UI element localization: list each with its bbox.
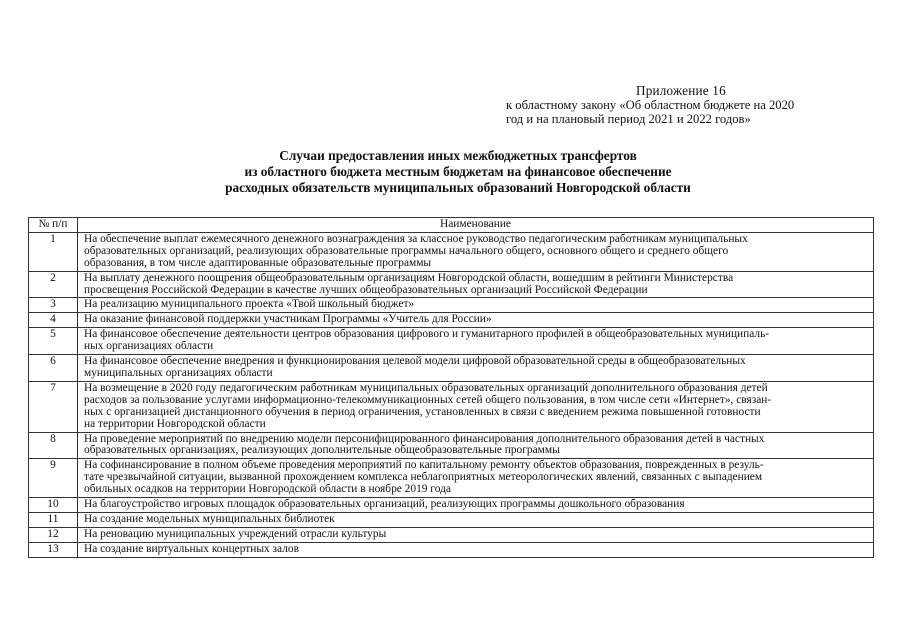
row-name-line: На обеспечение выплат ежемесячного денежного вознаграждения за классное руководство педагогическим работникам муниципальных	[84, 232, 748, 245]
appendix-law-line-2: год и на плановый период 2021 и 2022 годов»	[506, 112, 751, 126]
row-number: 1	[29, 232, 78, 271]
table-row	[29, 232, 874, 271]
row-name-line: образовательных организациях, реализующих дополнительные общеобразовательные программы	[84, 444, 560, 457]
row-name	[78, 527, 874, 542]
appendix-header	[506, 84, 878, 126]
row-name-line: На выплату денежного поощрения общеобразовательным организациям Новгородской области, вошедшим в рейтинги Министерства	[84, 271, 734, 284]
document-title	[40, 148, 876, 196]
table-row	[29, 355, 874, 382]
appendix-title: Приложение 16	[636, 83, 726, 98]
row-name	[78, 355, 874, 382]
row-name-line: образования, в том числе адаптированные образовательные программы	[84, 256, 432, 269]
row-name	[78, 328, 874, 355]
row-number: 6	[29, 355, 78, 382]
row-number: 3	[29, 298, 78, 313]
row-number: 8	[29, 432, 78, 459]
table-row	[29, 527, 874, 542]
row-name-line: На финансовое обеспечение внедрения и функционирования целевой модели цифровой образовательной среды в общеобразовательных	[84, 355, 746, 368]
table-row	[29, 512, 874, 527]
row-name-line: образовательных организаций, реализующих образовательные программы начального общего, основного общего и среднего общего	[84, 244, 729, 257]
appendix-law-line-1: к областному закону «Об областном бюджете на 2020	[506, 98, 795, 112]
column-header-name: Наименование	[78, 218, 874, 233]
table-row	[29, 381, 874, 432]
row-name	[78, 271, 874, 298]
row-name-line: На возмещение в 2020 году педагогическим работникам муниципальных образовательных организаций дополнительного образования детей	[84, 381, 768, 394]
table-body	[29, 232, 874, 557]
table-row	[29, 271, 874, 298]
row-number: 10	[29, 498, 78, 513]
row-name-line: обильных осадков на территории Новгородской области в ноябре 2019 года	[84, 483, 451, 496]
row-name-line: просвещения Российской Федерации в качестве лучших общеобразовательных организаций Российской Федерации	[84, 283, 648, 296]
row-name	[78, 498, 874, 513]
row-name-line: На финансовое обеспечение деятельности центров образования цифрового и гуманитарного профилей в общеобразовательных муниципаль-	[84, 328, 770, 341]
row-name-line: ных организациях области	[84, 340, 214, 353]
table-row	[29, 459, 874, 498]
row-name	[78, 542, 874, 557]
document-title-line-1: Случаи предоставления иных межбюджетных трансфертов	[279, 148, 637, 163]
row-name	[78, 432, 874, 459]
row-name-line: расходов за пользование услугами информационно-телекоммуникационных сетей общего пользования, в том числе сети «Интернет», связан-	[84, 393, 772, 406]
row-name-line: на территории Новгородской области	[84, 417, 266, 430]
row-name	[78, 232, 874, 271]
table-row	[29, 498, 874, 513]
table-row	[29, 432, 874, 459]
row-number: 2	[29, 271, 78, 298]
row-number: 7	[29, 381, 78, 432]
table-row	[29, 298, 874, 313]
row-number: 9	[29, 459, 78, 498]
row-name-line: На реновацию муниципальных учреждений отрасли культуры	[84, 527, 387, 540]
row-name-line: На софинансирование в полном объеме проведения мероприятий по капитальному ремонту объектов образования, поврежденных в резуль-	[84, 459, 764, 472]
row-name-line: На проведение мероприятий по внедрению модели персонифицированного финансирования дополнительного образования детей в частных	[84, 432, 765, 445]
row-name	[78, 512, 874, 527]
row-name-line: тате чрезвычайной ситуации, вызванной прохождением комплекса неблагоприятных метеорологических явлений, связанных с выпадением	[84, 471, 763, 484]
row-name-line: На создание модельных муниципальных библиотек	[84, 512, 335, 525]
row-name-line: муниципальных организациях области	[84, 366, 273, 379]
table-row	[29, 328, 874, 355]
column-header-number: № п/п	[29, 218, 78, 233]
row-number: 11	[29, 512, 78, 527]
row-name	[78, 313, 874, 328]
row-number: 5	[29, 328, 78, 355]
row-name	[78, 298, 874, 313]
row-name	[78, 459, 874, 498]
row-number: 12	[29, 527, 78, 542]
row-name-line: На оказание финансовой поддержки участникам Программы «Учитель для России»	[84, 313, 492, 326]
row-name-line: На реализацию муниципального проекта «Твой школьный бюджет»	[84, 298, 415, 311]
row-number: 4	[29, 313, 78, 328]
table-row	[29, 313, 874, 328]
row-name-line: ных с организацией дистанционного обучения в период ограничения, установленных в связи с введением режима повышенной готовности	[84, 405, 761, 418]
document-title-line-3: расходных обязательств муниципальных образований Новгородской области	[225, 180, 691, 195]
row-name-line: На благоустройство игровых площадок образовательных организаций, реализующих программы дошкольного образования	[84, 498, 685, 511]
transfers-table	[28, 217, 874, 558]
row-number: 13	[29, 542, 78, 557]
table-header-row	[29, 218, 874, 233]
row-name	[78, 381, 874, 432]
document-title-line-2: из областного бюджета местным бюджетам на финансовое обеспечение	[244, 164, 672, 179]
row-name-line: На создание виртуальных концертных залов	[84, 542, 299, 555]
table-row	[29, 542, 874, 557]
